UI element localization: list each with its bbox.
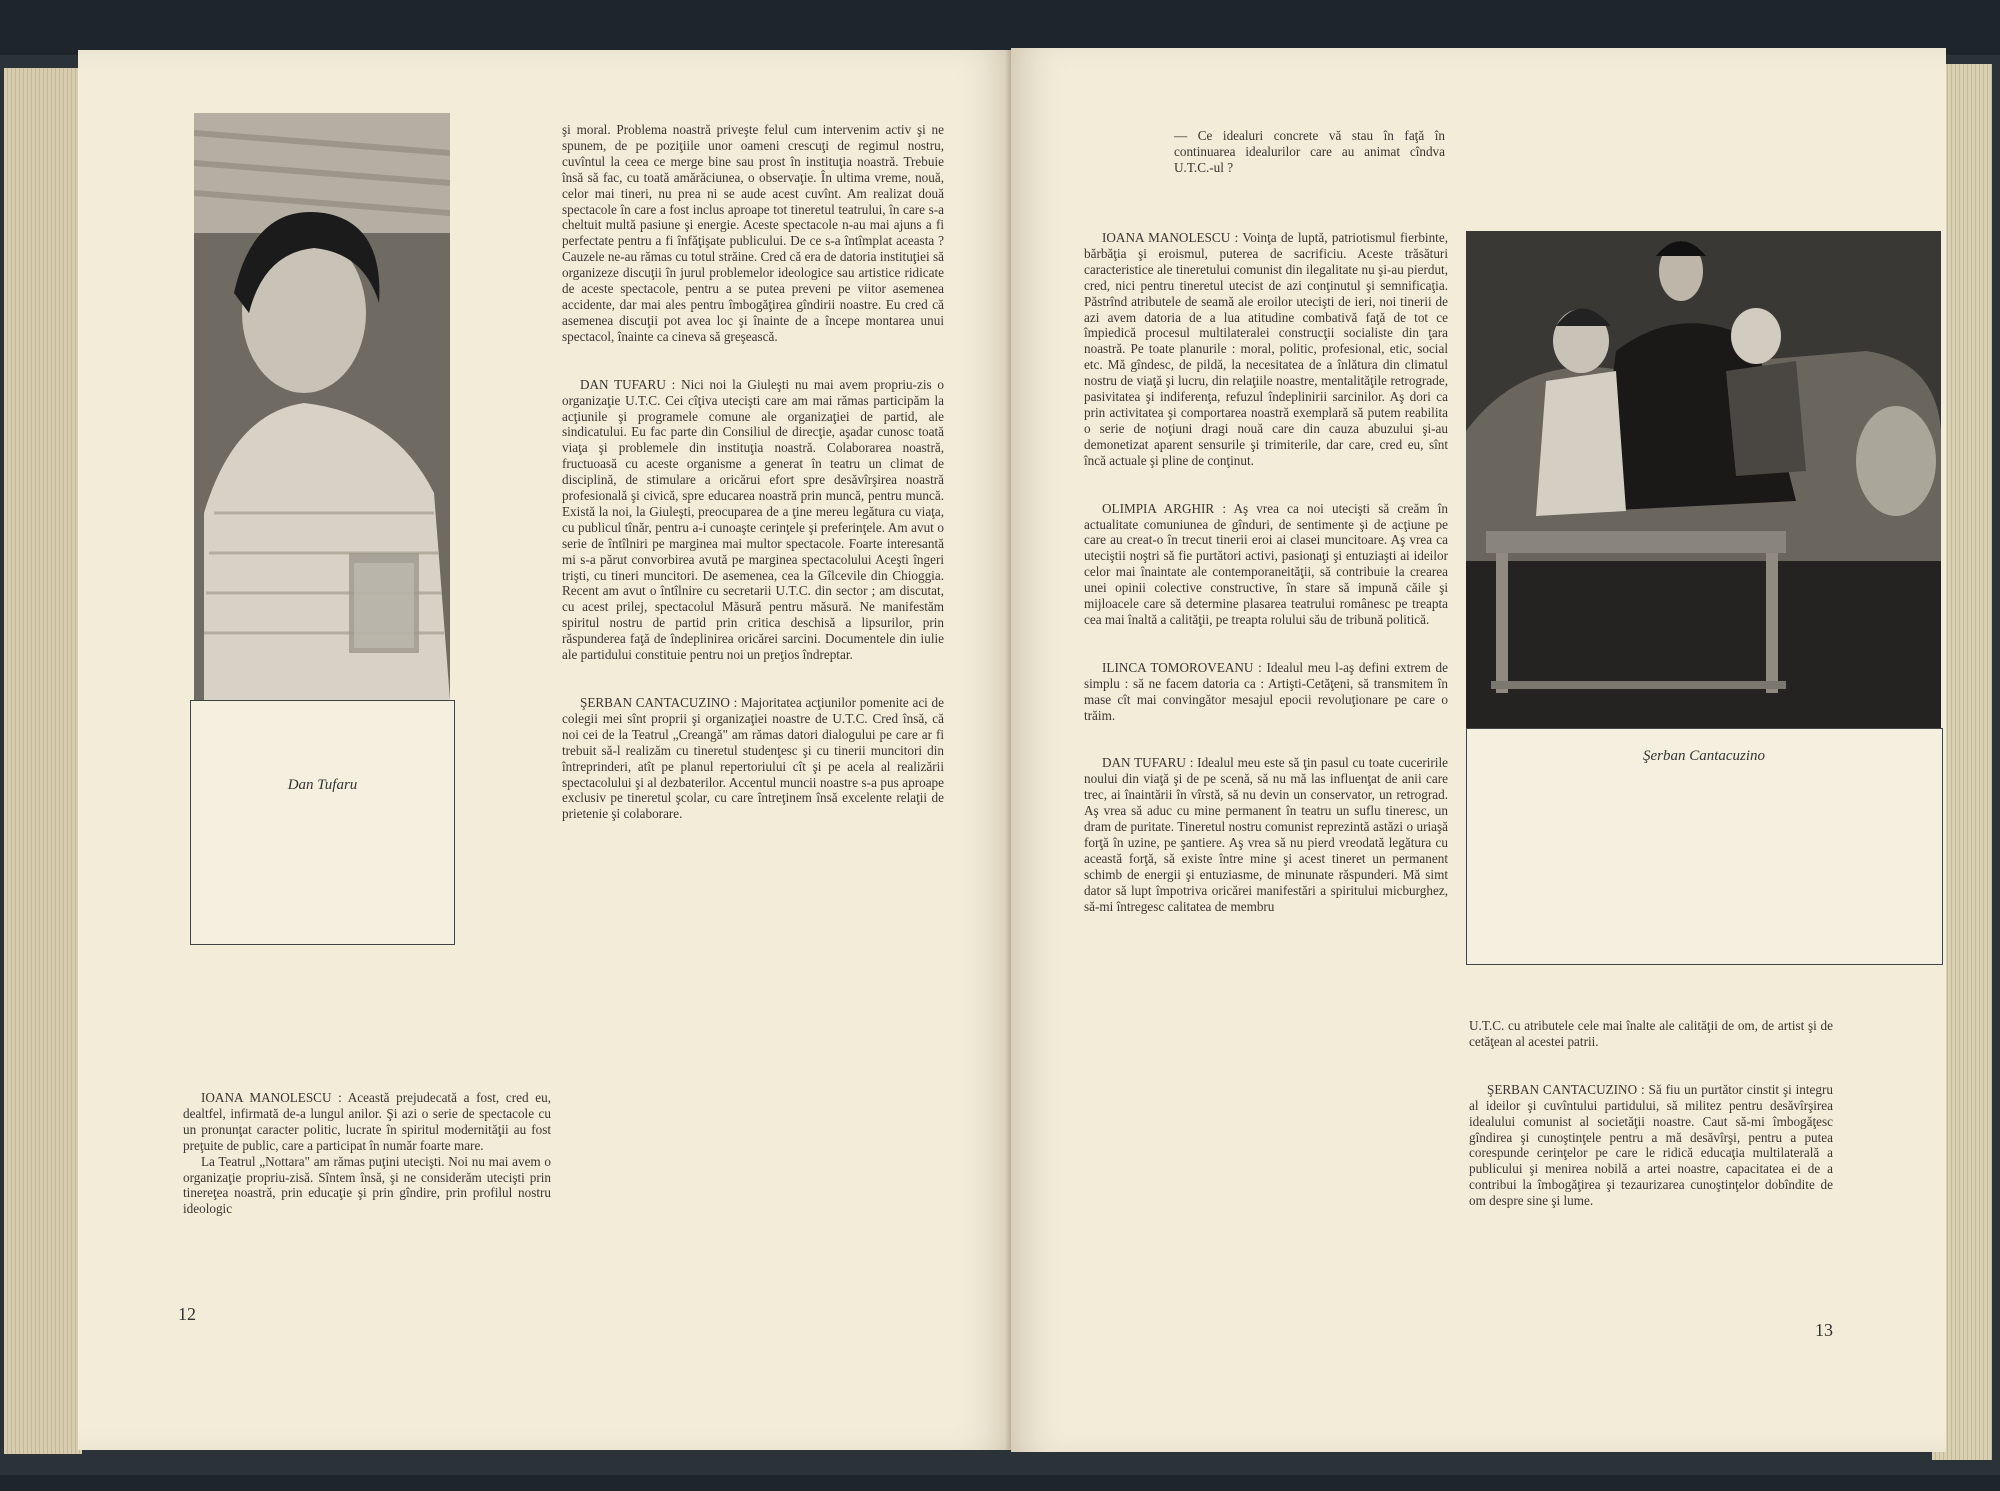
paragraph: IOANA MANOLESCU : Voinţa de luptă, patriotismul fierbinte, bărbăţia şi eroismul, puterea de sacrificiu. Aceste trăsături caracteristice ale tineretului comunist din ilegalitate nu şi-au pierdut, cred, nici pentru tineretul utecist de azi conţinutul şi semnificaţia. Păstrînd atributele de seamă ale eroilor utecişti de ieri, noi tinerii de azi avem datoria de a lua atitudine combativă faţă de tot ce împiedică procesul multilateralei construcţii socialiste din ţara noastră. Pe toate planurile : moral, politic, profesional, etic, social etc. Mă gîndesc, de pildă, la necesitatea de a înlătura din climatul nostru de viaţă şi lucru, din relaţiile noastre, mentalităţile retrograde, pasivitatea şi indiferenţa, refuzul îndeplinirii sarcinilor. Aş dori ca prin activitatea şi comportarea noastră exemplară să putem reabilita o serie de noţiuni dragi nouă care din cauza abuzului şi-au demonetizat aparent sensurile şi trimiterile, dar care, cred eu, sînt încă actuale şi pline de conţinut. [1084,230,1448,468]
paragraph: DAN TUFARU : Idealul meu este să ţin pasul cu toate cuceririle noului din viaţă şi de pe scenă, să nu mă las influenţat de anii care trec, ai înaintării în vîrstă, să nu devin un conservator, un retrograd. Aş vrea să aduc cu mine permanent în teatru un suflu tineresc, un dram de puritate. Tineretul nostru comunist reprezintă astăzi o uriaşă forţă în uzine, pe şantiere. Aş vrea să nu pierd vreodată legătura cu această forţă, să existe între mine şi acest tineret un permanent schimb de energii şi entuziasme, de minunate răspunderi. Mă simt dator să lupt împotriva oricărei manifestări a spiritului micburghez, să-mi întregesc calitatea de membru [1084,755,1448,914]
left-column-1-bottom [183,1090,551,1217]
paragraph: ILINCA TOMOROVEANU : Idealul meu l-aş defini extrem de simplu : să ne facem datoria ca : Artişti-Cetăţeni, să transmitem în mase cît mai convingător mesajul epocii revoluţionare pe care o trăim. [1084,659,1448,723]
paragraph: OLIMPIA ARGHIR : Aş vrea ca noi utecişti să creăm în actualitate comuniunea de gînduri, de sentimente şi de acţiune pe care au creat-o în trecut tinerii eroi ai clasei muncitoare. Aş vrea ca uteciştii noştri să fie purtători activi, pasionaţi şi entuziaşti ai ideilor celor mai înaintate ale contemporaneităţii, să contribuie la crearea unei opinii colective constructive, în stare să impună căile şi mijloacele care să determine plasarea teatrului românesc pe treapta cea mai înaltă a calităţii, pe treapta rolului său de tribună politică. [1084,500,1448,627]
paragraph: IOANA MANOLESCU : Această prejudecată a fost, cred eu, dealtfel, infirmată de-a lungul anilor. Şi azi o serie de spectacole cu un pronunţat caracter politic, lucrate în spiritul modernităţii au fost preţuite de public, care a participat în număr foarte mare. [183,1090,551,1153]
question [1174,128,1445,176]
paragraph: ŞERBAN CANTACUZINO : Să fiu un purtător cinstit şi integru al ideilor şi cuvîntului partidului, să militez pentru desăvîrşirea idealului comunist al societăţii noastre. Caut să-mi îmbogăţesc gîndirea şi cunoştinţele pentru a mă desăvîrşi, pentru a putea corespunde cerinţelor pe care le ridică educaţia multilaterală a publicului şi menirea nobilă a artei noastre, capacitatea ei de a contribui la îmbogăţirea şi tezaurizarea cunoştinţelor dobîndite de om despre sine şi lume. [1469,1081,1833,1209]
right-page [1011,48,1946,1452]
photo-dan-tufaru [194,113,450,700]
page-number: 12 [178,1304,196,1324]
family-image [1466,231,1941,728]
paragraph: ŞERBAN CANTACUZINO : Majoritatea acţiunilor pomenite aci de colegii mei sînt proprii şi organizaţiei noastre de U.T.C. Cred însă, că noi cei de la Teatrul „Creangă" am rămas datori dialogului pe care ar fi trebuit să-l realizăm cu tineretul studenţesc şi cu tinerii muncitori din întreprinderi, atît pe planul repertoriului cît şi pe acela al realizării spectacolului şi al dezbaterilor. Accentul muncii noastre s-a pus aproape exclusiv pe tineretul şcolar, cu care întreţinem însă excelente relaţii de prietenie şi colaborare. [562,695,944,822]
paragraph: La Teatrul „Nottara" am rămas puţini utecişti. Noi nu mai avem o organizaţie propriu-zisă. Sîntem însă, şi ne considerăm utecişti prin tinereţea noastră, prin educaţie şi prin gîndire, prin profilul nostru ideologic [183,1153,551,1217]
caption-box-right [1466,728,1943,965]
page-number: 13 [1815,1320,1833,1340]
portrait-image [194,113,450,700]
question-text: — Ce idealuri concrete vă stau în faţă în continuarea idealurilor care au animat cîndva U.T.C.-ul ? [1174,128,1445,175]
caption-box-left [190,700,455,945]
paragraph: U.T.C. cu atributele cele mai înalte ale calităţii de om, de artist şi de cetăţean al acestei patrii. [1469,1018,1833,1049]
left-column-2 [562,122,944,822]
photo-caption: Dan Tufaru [287,777,358,793]
paragraph: DAN TUFARU : Nici noi la Giuleşti nu mai avem propriu-zis o organizaţie U.T.C. Cei cîţiva utecişti care am mai rămas participăm la acţiunile şi programele comune ale organizaţiei de partid, ale sindicatului. Eu fac parte din Consiliul de direcţie, aşadar cunosc toată viaţa şi problemele din instituţia noastră. Colaborarea noastră, fructuoasă cu aceste organisme a generat în teatru un climat de disciplină, de stimulare a oricărui efort spre desăvîrşirea noastră profesională şi civică, spre educarea noastră prin muncă, pentru muncă. Există la noi, la Giuleşti, preocuparea de a ţine mereu legătura cu viaţa, cu publicul tînăr, pentru a-i cunoaşte cerinţele şi preferinţele. Am avut o serie de întîlniri pe marginea mai multor spectacole. Foarte interesantă mi s-a părut convorbirea avută pe marginea spectacolului Aceşti îngeri trişti, cu tineri muncitori. De asemenea, cea la Gîlcevile din Chioggia. Recent am avut o întîlnire cu secretarii U.T.C. din sector ; am discutat, cu acest prilej, spectacolul Măsură pentru măsură. Ne manifestăm spiritul nostru de partid prin critica deschisă a lipsurilor, prin răspunderea faţă de îndeplinirea oricărei sarcini. Documentele din iulie ale partidului constituie pentru noi un preţios îndreptar. [562,376,944,663]
photo-serban-cantacuzino [1466,231,1941,728]
left-page [78,50,1011,1450]
photo-caption: Şerban Cantacuzino [1642,748,1766,764]
page-edges-left [4,68,82,1454]
paragraph: şi moral. Problema noastră priveşte felul cum intervenim activ şi ne spunem, de pe poziţiile unor oameni crescuţi de regimul nostru, cuvîntul la ceea ce merge bine sau prost în instituţia noastră. Trebuie însă să fac, cu toată amărăciunea, o observaţie. În ultima vreme, nouă, celor mai tineri, nu prea ni se aude acest cuvînt. Am realizat două spectacole în care a fost inclus aproape tot tineretul teatrului, în care s-a cheltuit multă pasiune şi energie. Aceste spectacole n-au mai ajuns a fi perfectate pentru a fi înfăţişate publicului. De ce s-a întîmplat aceasta ? Cauzele ne-au rămas cu totul străine. Cred că era de datoria instituţiei să organizeze discuţii în jurul problemelor ideologice sau artistice ridicate de aceste spectacole, pentru a se putea preveni pe viitor asemenea accidente, dar mai ales pentru îmbogăţirea gîndirii noastre. Eu cred că asemenea discuţii pot avea loc şi înainte de a începe montarea unui spectacol, înainte ca cineva să greşească. [562,122,944,344]
right-column-2-bottom [1469,1018,1833,1209]
right-column-1 [1084,230,1448,915]
